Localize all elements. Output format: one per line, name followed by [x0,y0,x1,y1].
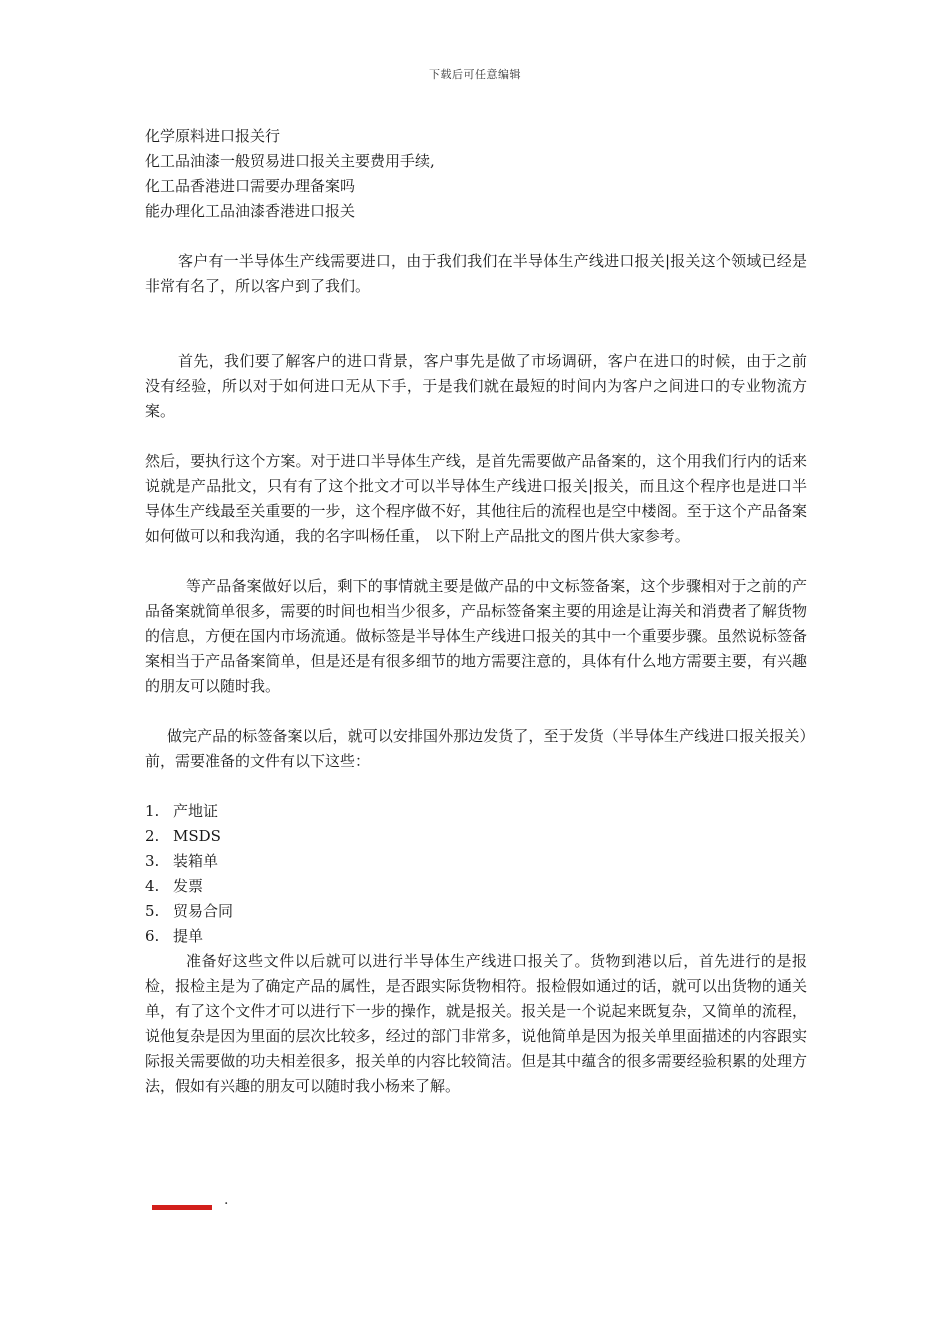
list-number: 3. [145,852,160,870]
spacer [145,774,807,799]
list-label: 装箱单 [173,852,219,870]
paragraph-first: 首先，我们要了解客户的进口背景，客户事先是做了市场调研，客户在进口的时候，由于之前没有经验，所以对于如何进口无从下手，于是我们就在最短的时间内为客户之间进口的专业物流方案。 [145,352,807,420]
footer-red-bar [152,1205,212,1210]
list-number: 4. [145,877,160,895]
list-item [145,899,807,924]
list-item [145,849,807,874]
list-number: 6. [145,927,160,945]
title-line: 化学原料进口报关行 [145,127,281,145]
title-line: 化工品香港进口需要办理备案吗 [145,177,356,195]
list-label: 产地证 [173,802,219,820]
spacer [145,424,807,449]
paragraph-final: 准备好这些文件以后就可以进行半导体生产线进口报关了。货物到港以后，首先进行的是报检，报检主是为了确定产品的属性，是否跟实际货物相符。报检假如通过的话，就可以出货物的通关单，有了这个文件才可以进行下一步的操作，就是报关。报关是一个说起来既复杂，又简单的流程，说他复杂是因为里面的层次比较多，经过的部门非常多，说他简单是因为报关单里面描述的内容跟实际报关需要做的功夫相差很多，报关单的内容比较简洁。但是其中蕴含的很多需要经验积累的处理方法，假如有兴趣的朋友可以随时我小杨来了解。 [145,952,807,1095]
list-label: 贸易合同 [173,902,234,920]
list-label: MSDS [173,827,221,845]
spacer [145,224,807,249]
page-header: 下载后可任意编辑 [429,68,521,81]
list-number: 5. [145,902,160,920]
title-line: 化工品油漆一般贸易进口报关主要费用手续, [145,152,435,170]
list-item [145,824,807,849]
paragraph-shipping: 做完产品的标签备案以后，就可以安排国外那边发货了，至于发货（半导体生产线进口报关报关）前，需要准备的文件有以下这些： [145,727,807,770]
spacer [145,299,807,349]
documents-list [145,799,807,949]
paragraph-label: 等产品备案做好以后，剩下的事情就主要是做产品的中文标签备案，这个步骤相对于之前的产品备案就简单很多，需要的时间也相当少很多，产品标签备案主要的用途是让海关和消费者了解货物的信息，方便在国内市场流通。做标签是半导体生产线进口报关的其中一个重要步骤。虽然说标签备案相当于产品备案简单，但是还是有很多细节的地方需要注意的，具体有什么地方需要主要，有兴趣的朋友可以随时我。 [145,577,807,695]
list-number: 1. [145,802,160,820]
list-label: 提单 [173,927,204,945]
footer-dot: · [224,1196,229,1212]
list-number: 2. [145,827,160,845]
list-label: 发票 [173,877,204,895]
paragraph-then: 然后，要执行这个方案。对于进口半导体生产线，是首先需要做产品备案的，这个用我们行内的话来说就是产品批文，只有有了这个批文才可以半导体生产线进口报关|报关，而且这个程序也是进口半导体生产线最至关重要的一步，这个程序做不好，其他往后的流程也是空中楼阁。至于这个产品备案如何做可以和我沟通，我的名字叫杨任重， 以下附上产品批文的图片供大家参考。 [145,452,807,545]
list-item [145,924,807,949]
list-item [145,799,807,824]
title-line: 能办理化工品油漆香港进口报关 [145,202,356,220]
paragraph-intro: 客户有一半导体生产线需要进口，由于我们我们在半导体生产线进口报关|报关这个领域已经是非常有名了，所以客户到了我们。 [145,252,807,295]
document-body [145,124,807,1099]
list-item [145,874,807,899]
spacer [145,549,807,574]
spacer [145,699,807,724]
